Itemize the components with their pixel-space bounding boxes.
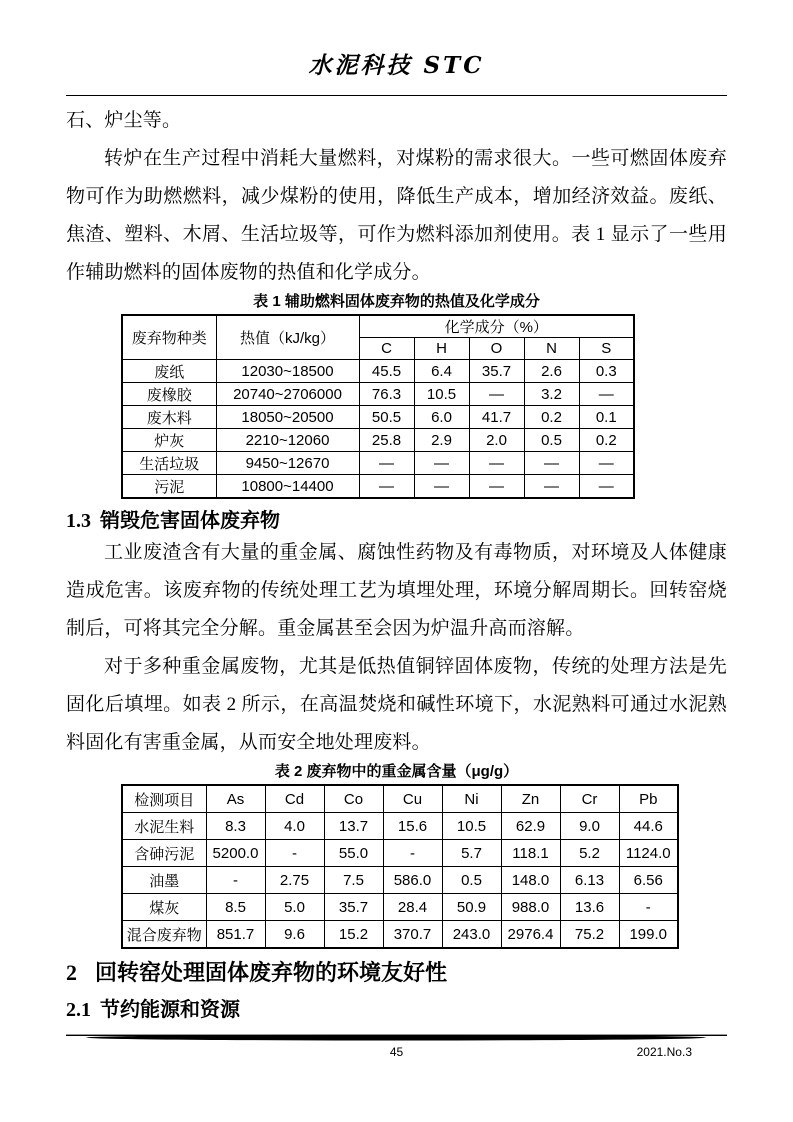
table1-caption: 表 1 辅助燃料固体废弃物的热值及化学成分 bbox=[253, 293, 540, 310]
table-cell: 75.2 bbox=[560, 921, 619, 949]
issue-label: 2021.No.3 bbox=[636, 1045, 692, 1059]
table-heavy-metal-head bbox=[122, 785, 678, 813]
section-title: 销毁危害固体废弃物 bbox=[100, 510, 280, 532]
table-row bbox=[122, 867, 678, 894]
table-row bbox=[122, 406, 634, 429]
table-cell: 0.5 bbox=[442, 867, 501, 894]
table-cell: 20740~2706000 bbox=[216, 383, 359, 406]
table-cell: 50.9 bbox=[442, 894, 501, 921]
table-cell: — bbox=[579, 383, 634, 406]
table-row bbox=[122, 813, 678, 840]
table-cell: 6.0 bbox=[414, 406, 469, 429]
table-cell: 2.9 bbox=[414, 429, 469, 452]
table-cell: 10.5 bbox=[442, 813, 501, 840]
table-row-label: 煤灰 bbox=[122, 894, 206, 921]
table-cell: — bbox=[579, 475, 634, 499]
table2-caption: 表 2 废弃物中的重金属含量（μg/g） bbox=[274, 763, 519, 780]
table-header-cell: Cr bbox=[560, 785, 619, 813]
footer-row bbox=[66, 1044, 727, 1060]
table-cell: 7.5 bbox=[324, 867, 383, 894]
table-header-cell: O bbox=[469, 338, 524, 360]
table-cell: 6.13 bbox=[560, 867, 619, 894]
table-cell: 55.0 bbox=[324, 840, 383, 867]
table-cell: 10.5 bbox=[414, 383, 469, 406]
table-fuel-waste-body bbox=[122, 360, 634, 499]
page-body bbox=[66, 102, 727, 1023]
table-header-cell: 检测项目 bbox=[122, 785, 206, 813]
table-cell: 2.0 bbox=[469, 429, 524, 452]
table-header-cell: C bbox=[359, 338, 414, 360]
section-heading-1-3 bbox=[66, 508, 727, 534]
table-cell: 2976.4 bbox=[501, 921, 560, 949]
table-cell: 1124.0 bbox=[619, 840, 678, 867]
table-cell: 45.5 bbox=[359, 360, 414, 383]
table-cell: — bbox=[359, 452, 414, 475]
table-cell: — bbox=[469, 452, 524, 475]
table-cell: 8.5 bbox=[206, 894, 265, 921]
table-cell: 2.75 bbox=[265, 867, 324, 894]
table-header-cell: Pb bbox=[619, 785, 678, 813]
table-cell: 9450~12670 bbox=[216, 452, 359, 475]
table-header-cell: As bbox=[206, 785, 265, 813]
table-cell: 15.2 bbox=[324, 921, 383, 949]
page-footer bbox=[66, 1034, 727, 1060]
table-row-label: 废纸 bbox=[122, 360, 216, 383]
paragraph-fuel: 转炉在生产过程中消耗大量燃料，对煤粉的需求很大。一些可燃固体废弃物可作为助燃燃料，减少煤粉的使用，降低生产成本，增加经济效益。废纸、焦渣、塑料、木屑、生活垃圾等，可作为燃料添加剂使用。表 1 显示了一些用作辅助燃料的固体废物的热值和化学成分。 bbox=[66, 148, 727, 283]
table-header-cell-chem: 化学成分（%） bbox=[359, 315, 634, 338]
table-header-cell: S bbox=[579, 338, 634, 360]
table-cell: 0.3 bbox=[579, 360, 634, 383]
table-cell: 62.9 bbox=[501, 813, 560, 840]
table-cell: 5.0 bbox=[265, 894, 324, 921]
table-row-label: 生活垃圾 bbox=[122, 452, 216, 475]
table-header-row bbox=[122, 315, 634, 338]
section-number: 1.3 bbox=[66, 510, 91, 532]
table-cell: — bbox=[414, 452, 469, 475]
table-cell: 13.6 bbox=[560, 894, 619, 921]
table-cell: 0.2 bbox=[524, 406, 579, 429]
table-row bbox=[122, 894, 678, 921]
table-cell: 28.4 bbox=[383, 894, 442, 921]
journal-title: 水泥科技 STC bbox=[308, 52, 485, 79]
table-cell: — bbox=[469, 475, 524, 499]
table-header-cell: N bbox=[524, 338, 579, 360]
section-title: 节约能源和资源 bbox=[100, 999, 240, 1021]
table-header-cell-type: 废弃物种类 bbox=[122, 315, 216, 360]
table-cell: 18050~20500 bbox=[216, 406, 359, 429]
table-header-row bbox=[122, 785, 678, 813]
table-cell: - bbox=[265, 840, 324, 867]
table-cell: — bbox=[524, 452, 579, 475]
table-cell: - bbox=[383, 840, 442, 867]
table-cell: 50.5 bbox=[359, 406, 414, 429]
table-cell: 0.5 bbox=[524, 429, 579, 452]
table-cell: 6.56 bbox=[619, 867, 678, 894]
table-cell: — bbox=[524, 475, 579, 499]
table-cell: 76.3 bbox=[359, 383, 414, 406]
table-header-cell: Cu bbox=[383, 785, 442, 813]
table-cell: 118.1 bbox=[501, 840, 560, 867]
section-title: 回转窑处理固体废弃物的环境友好性 bbox=[95, 960, 448, 985]
table-cell: 41.7 bbox=[469, 406, 524, 429]
table-cell: 5200.0 bbox=[206, 840, 265, 867]
table-cell: 586.0 bbox=[383, 867, 442, 894]
table-cell: 9.0 bbox=[560, 813, 619, 840]
table-cell: 851.7 bbox=[206, 921, 265, 949]
table-cell: 12030~18500 bbox=[216, 360, 359, 383]
table-header-cell: Cd bbox=[265, 785, 324, 813]
table-cell: — bbox=[469, 383, 524, 406]
table-row bbox=[122, 429, 634, 452]
table-heavy-metal-body bbox=[122, 813, 678, 949]
page-header bbox=[0, 0, 793, 96]
table-cell: 35.7 bbox=[469, 360, 524, 383]
table-cell: 9.6 bbox=[265, 921, 324, 949]
table-cell: 0.2 bbox=[579, 429, 634, 452]
table-row bbox=[122, 921, 678, 949]
table-cell: - bbox=[619, 894, 678, 921]
table-row-label: 水泥生料 bbox=[122, 813, 206, 840]
table-row bbox=[122, 383, 634, 406]
section-number: 2.1 bbox=[66, 999, 91, 1021]
section-heading-2-1 bbox=[66, 997, 727, 1023]
table-fuel-waste-head bbox=[122, 315, 634, 360]
table-cell: 2.6 bbox=[524, 360, 579, 383]
table-row-label: 含砷污泥 bbox=[122, 840, 206, 867]
table-row-label: 炉灰 bbox=[122, 429, 216, 452]
table-cell: 25.8 bbox=[359, 429, 414, 452]
table-fuel-waste bbox=[121, 314, 635, 499]
table-cell: — bbox=[359, 475, 414, 499]
table-row-label: 废木料 bbox=[122, 406, 216, 429]
table-cell: 10800~14400 bbox=[216, 475, 359, 499]
table-cell: 5.2 bbox=[560, 840, 619, 867]
table-header-cell: Co bbox=[324, 785, 383, 813]
footer-rule bbox=[66, 1034, 727, 1043]
table-cell: 0.1 bbox=[579, 406, 634, 429]
table-cell: 148.0 bbox=[501, 867, 560, 894]
table-row-label: 污泥 bbox=[122, 475, 216, 499]
table-cell: 8.3 bbox=[206, 813, 265, 840]
table-header-cell: Zn bbox=[501, 785, 560, 813]
table-header-cell-heat: 热值（kJ/kg） bbox=[216, 315, 359, 360]
paragraph-intro-tail: 石、炉尘等。 bbox=[66, 110, 182, 131]
table-cell: 5.7 bbox=[442, 840, 501, 867]
table-cell: - bbox=[206, 867, 265, 894]
paragraph-metal: 对于多种重金属废物，尤其是低热值铜锌固体废物，传统的处理方法是先固化后填埋。如表 2 所示，在高温焚烧和碱性环境下，水泥熟料可通过水泥熟料固化有害重金属，从而安全地处理废料。 bbox=[66, 656, 727, 753]
page-number: 45 bbox=[389, 1045, 404, 1059]
table-row bbox=[122, 475, 634, 499]
table-cell: 6.4 bbox=[414, 360, 469, 383]
table-header-cell: H bbox=[414, 338, 469, 360]
table-row-label: 油墨 bbox=[122, 867, 206, 894]
table-row bbox=[122, 840, 678, 867]
table-cell: 3.2 bbox=[524, 383, 579, 406]
table-heavy-metal bbox=[121, 784, 679, 949]
table-row bbox=[122, 360, 634, 383]
table-cell: 15.6 bbox=[383, 813, 442, 840]
table-cell: 2210~12060 bbox=[216, 429, 359, 452]
table-row bbox=[122, 452, 634, 475]
table-cell: 243.0 bbox=[442, 921, 501, 949]
table-row-label: 混合废弃物 bbox=[122, 921, 206, 949]
table-cell: 13.7 bbox=[324, 813, 383, 840]
table-cell: 4.0 bbox=[265, 813, 324, 840]
table-cell: 199.0 bbox=[619, 921, 678, 949]
table-cell: — bbox=[579, 452, 634, 475]
section-heading-2 bbox=[66, 959, 727, 987]
table-cell: 988.0 bbox=[501, 894, 560, 921]
table-row-label: 废橡胶 bbox=[122, 383, 216, 406]
table-cell: 35.7 bbox=[324, 894, 383, 921]
table-header-cell: Ni bbox=[442, 785, 501, 813]
table-cell: — bbox=[414, 475, 469, 499]
header-rule bbox=[66, 95, 727, 96]
section-number: 2 bbox=[66, 960, 77, 985]
table-cell: 370.7 bbox=[383, 921, 442, 949]
table-cell: 44.6 bbox=[619, 813, 678, 840]
paragraph-hazard: 工业废渣含有大量的重金属、腐蚀性药物及有毒物质，对环境及人体健康造成危害。该废弃物的传统处理工艺为填埋处理，环境分解周期长。回转窑烧制后，可将其完全分解。重金属甚至会因为炉温升高而溶解。 bbox=[66, 542, 727, 639]
